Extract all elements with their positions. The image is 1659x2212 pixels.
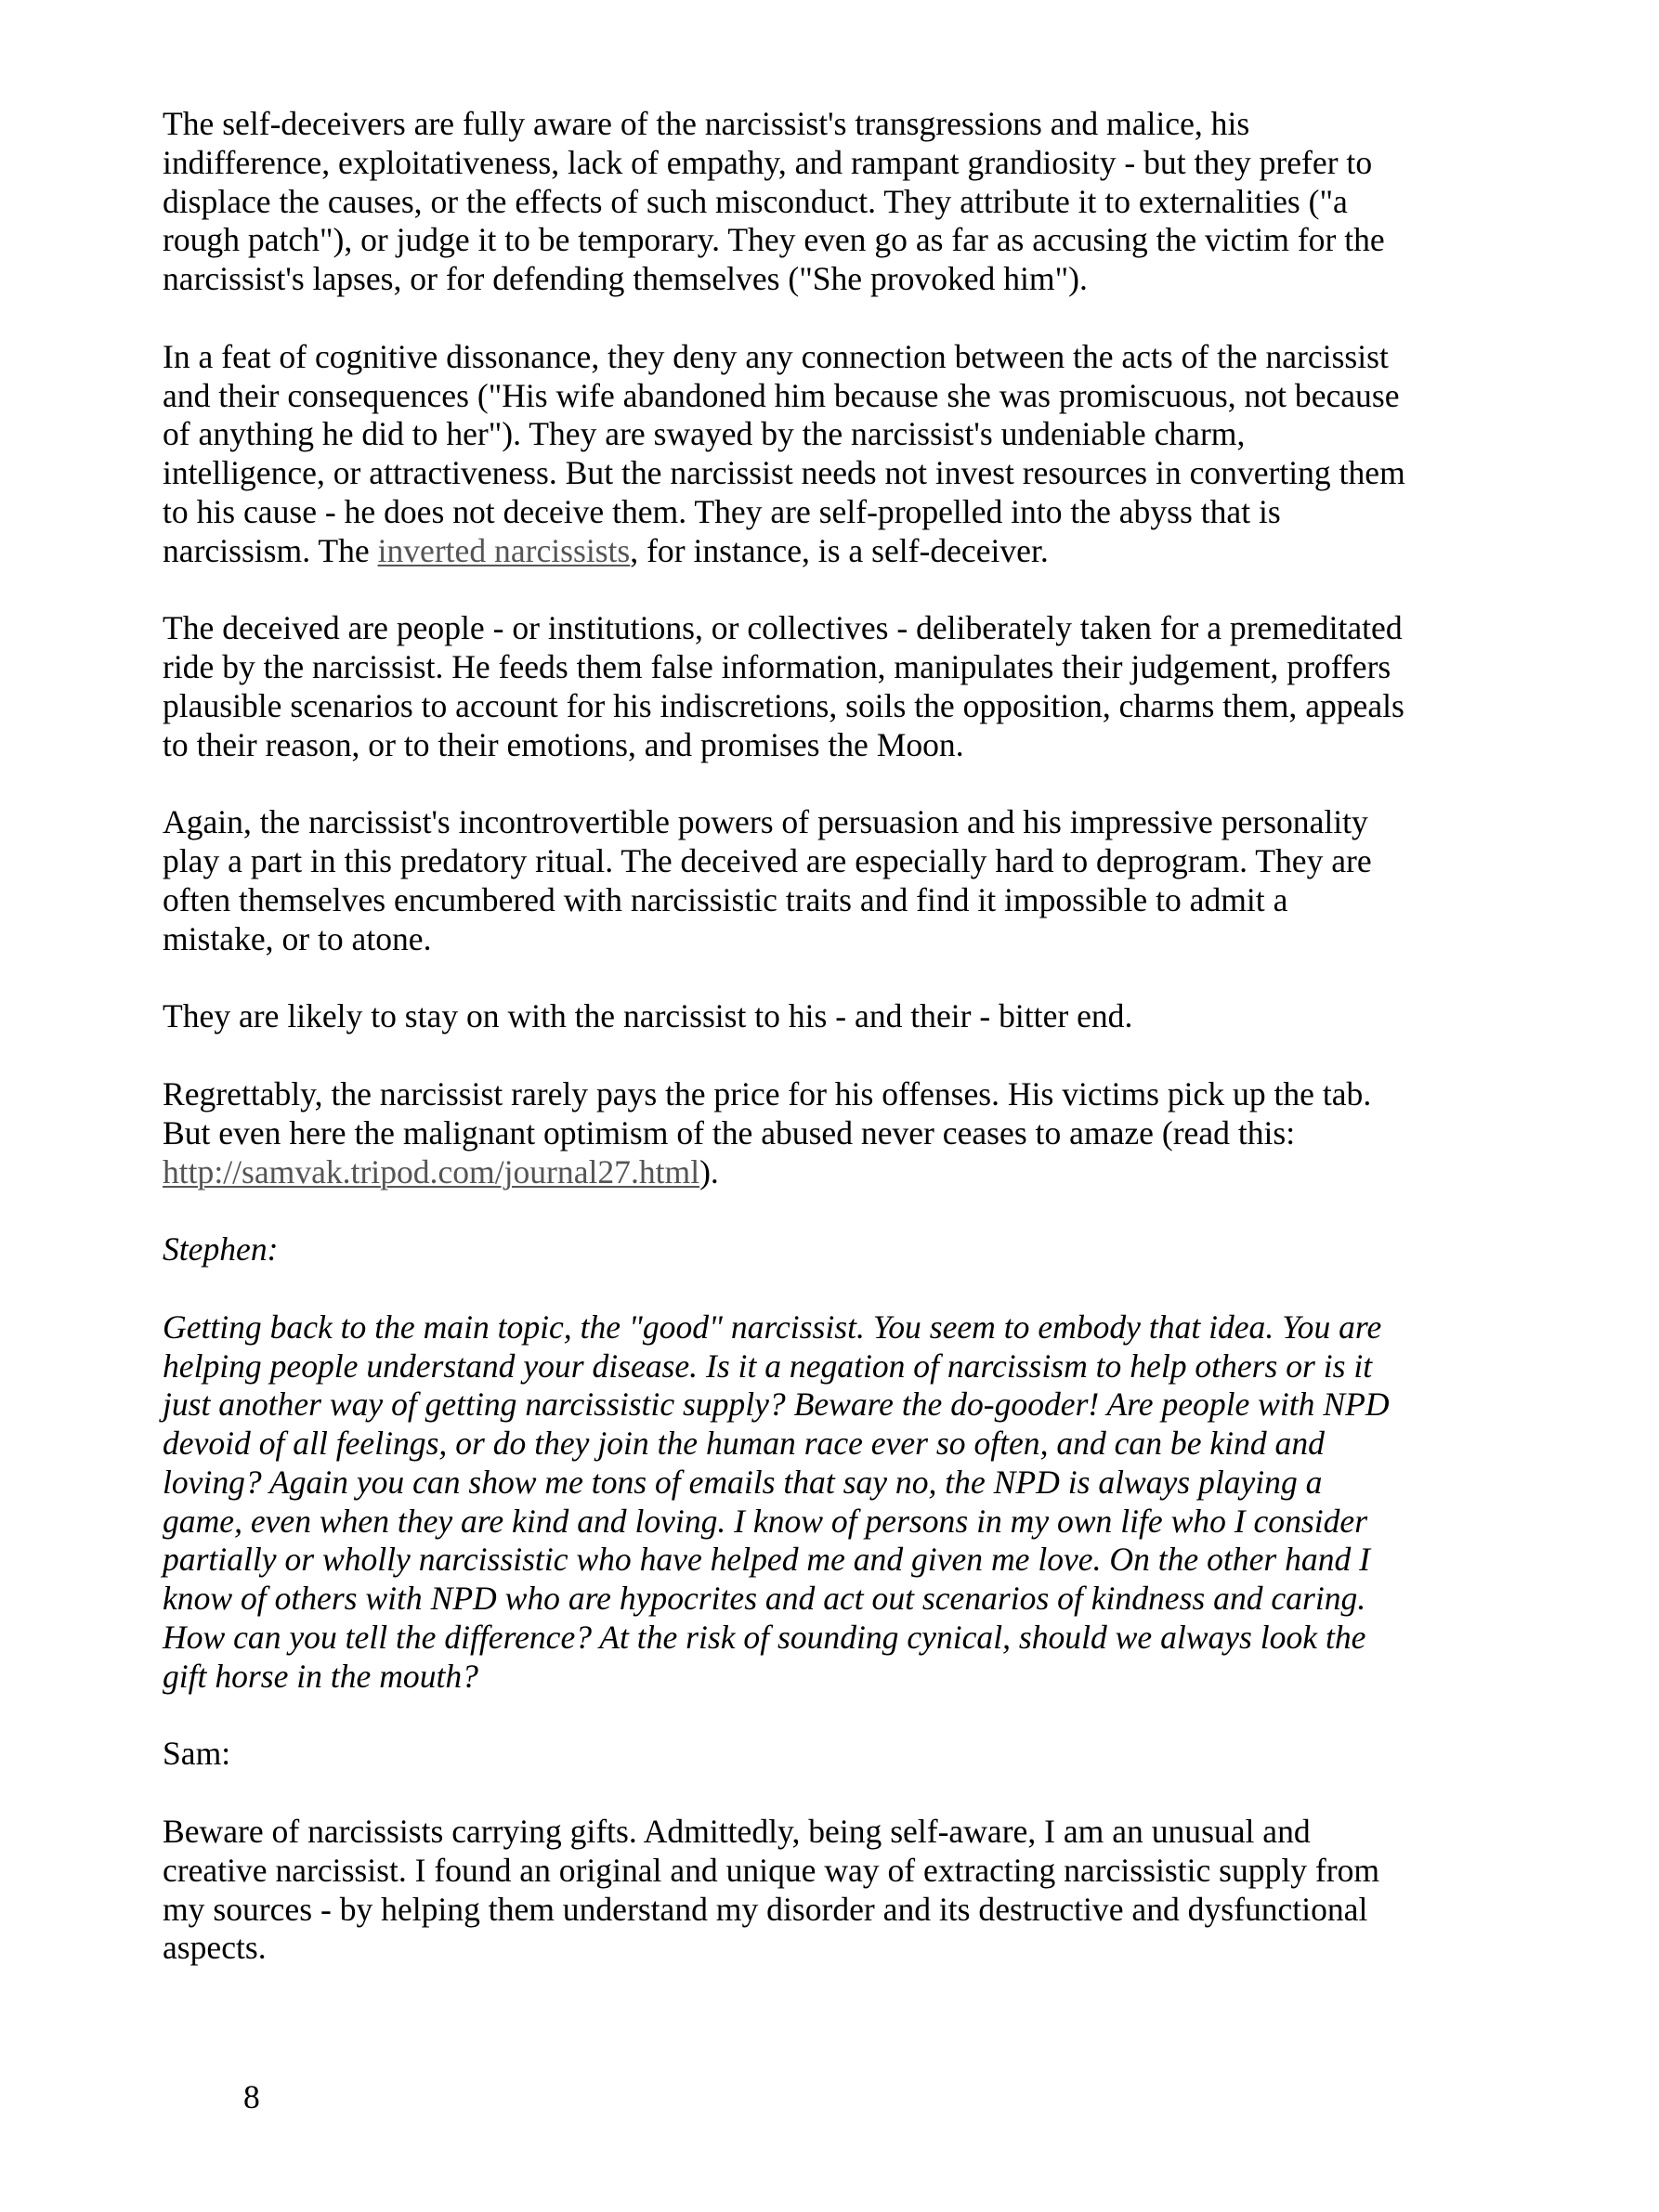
text-line: just another way of getting narcissistic supply? Beware the do-gooder! Are people with NPD bbox=[163, 1386, 1390, 1424]
paragraph-self-deceivers bbox=[163, 105, 1463, 299]
text-line: The deceived are people - or institutions, or collectives - deliberately taken for a premeditated bbox=[163, 609, 1403, 647]
paragraph-the-deceived bbox=[163, 609, 1463, 764]
text-line: to his cause - he does not deceive them. They are self-propelled into the abyss that is bbox=[163, 492, 1281, 530]
text-line: Again, the narcissist's incontrovertible powers of persuasion and his impressive personality bbox=[163, 803, 1368, 841]
text-line: my sources - by helping them understand my disorder and its destructive and dysfunctional bbox=[163, 1890, 1368, 1928]
text-line: helping people understand your disease. Is it a negation of narcissism to help others or is it bbox=[163, 1347, 1373, 1385]
text-line bbox=[163, 1153, 1463, 1192]
text-line: rough patch"), or judge it to be temporary. They even go as far as accusing the victim for the bbox=[163, 221, 1385, 259]
speaker-label-stephen bbox=[163, 1230, 1463, 1269]
text-line: They are likely to stay on with the narcissist to his - and their - bitter end. bbox=[163, 997, 1133, 1035]
text-line: to their reason, or to their emotions, and promises the Moon. bbox=[163, 725, 964, 763]
text-line: Sam: bbox=[163, 1735, 231, 1773]
text-line: But even here the malignant optimism of the abused never ceases to amaze (read this: bbox=[163, 1113, 1296, 1152]
document-body bbox=[163, 105, 1463, 2007]
text-line: indifference, exploitativeness, lack of empathy, and rampant grandiosity - but they prefer to bbox=[163, 143, 1373, 181]
text-line: plausible scenarios to account for his indiscretions, soils the opposition, charms them, appeals bbox=[163, 686, 1404, 724]
text-line: devoid of all feelings, or do they join the human race ever so often, and can be kind and bbox=[163, 1425, 1325, 1463]
text-line: narcissist's lapses, or for defending themselves ("She provoked him"). bbox=[163, 260, 1088, 298]
page-number: 8 bbox=[243, 2078, 260, 2115]
speaker-label-sam bbox=[163, 1735, 1463, 1774]
text-fragment: , for instance, is a self-deceiver. bbox=[630, 531, 1049, 569]
text-line: partially or wholly narcissistic who have helped me and given me love. On the other hand I bbox=[163, 1541, 1371, 1579]
text-line: Stephen: bbox=[163, 1230, 279, 1269]
text-line: aspects. bbox=[163, 1929, 267, 1967]
text-line: intelligence, or attractiveness. But the narcissist needs not invest resources in converting them bbox=[163, 454, 1405, 492]
paragraph-persuasion bbox=[163, 803, 1463, 958]
text-line: The self-deceivers are fully aware of the narcissist's transgressions and malice, his bbox=[163, 105, 1250, 142]
text-line: creative narcissist. I found an original and unique way of extracting narcissistic supply from bbox=[163, 1851, 1380, 1889]
text-line: loving? Again you can show me tons of emails that say no, the NPD is always playing a bbox=[163, 1463, 1323, 1501]
text-fragment: narcissism. The bbox=[163, 531, 378, 569]
text-line: often themselves encumbered with narcissistic traits and find it impossible to admit a bbox=[163, 880, 1288, 918]
text-line: know of others with NPD who are hypocrites and act out scenarios of kindness and caring. bbox=[163, 1580, 1366, 1618]
paragraph-bitter-end bbox=[163, 997, 1463, 1036]
paragraph-regrettably bbox=[163, 1075, 1463, 1191]
text-line: mistake, or to atone. bbox=[163, 919, 432, 957]
text-line: Beware of narcissists carrying gifts. Admittedly, being self-aware, I am an unusual and bbox=[163, 1813, 1311, 1851]
text-line: game, even when they are kind and loving. I know of persons in my own life who I consider bbox=[163, 1502, 1368, 1540]
text-line: play a part in this predatory ritual. The deceived are especially hard to deprogram. They are bbox=[163, 842, 1372, 880]
journal27-link[interactable]: http://samvak.tripod.com/journal27.html bbox=[163, 1152, 700, 1191]
text-line: and their consequences ("His wife abandoned him because she was promiscuous, not because bbox=[163, 376, 1400, 414]
paragraph-sam-answer bbox=[163, 1813, 1463, 1968]
inverted-narcissists-link[interactable]: inverted narcissists bbox=[377, 531, 631, 569]
text-fragment: ). bbox=[699, 1152, 719, 1191]
text-line: In a feat of cognitive dissonance, they deny any connection between the acts of the narcissist bbox=[163, 337, 1389, 375]
text-line: gift horse in the mouth? bbox=[163, 1657, 478, 1695]
text-line: ride by the narcissist. He feeds them false information, manipulates their judgement, proffers bbox=[163, 648, 1391, 686]
text-line: How can you tell the difference? At the risk of sounding cynical, should we always look the bbox=[163, 1619, 1366, 1657]
text-line: Getting back to the main topic, the "good" narcissist. You seem to embody that idea. You are bbox=[163, 1308, 1382, 1346]
paragraph-stephen-question bbox=[163, 1308, 1463, 1697]
paragraph-cognitive-dissonance bbox=[163, 338, 1463, 571]
text-line bbox=[163, 532, 1463, 571]
text-line: Regrettably, the narcissist rarely pays the price for his offenses. His victims pick up the tab. bbox=[163, 1074, 1372, 1113]
text-line: displace the causes, or the effects of such misconduct. They attribute it to externalities ("a bbox=[163, 182, 1348, 220]
text-line: of anything he did to her"). They are swayed by the narcissist's undeniable charm, bbox=[163, 415, 1246, 453]
